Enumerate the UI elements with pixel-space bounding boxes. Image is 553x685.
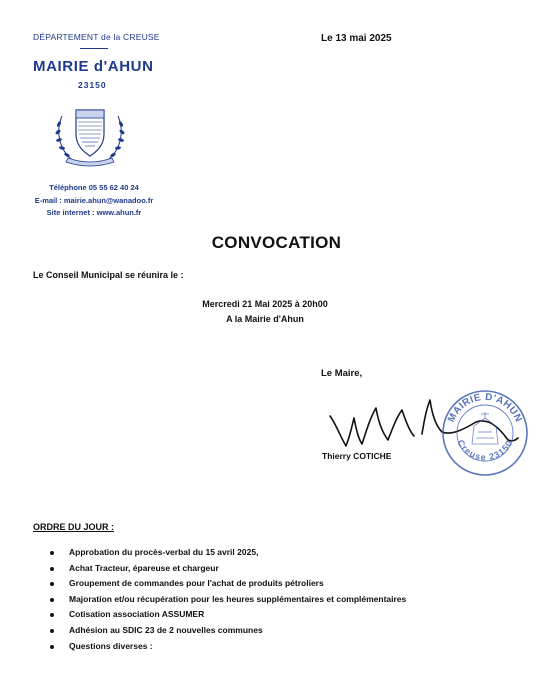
svg-text:Creuse 23150 xyxy=(455,438,514,462)
meeting-details xyxy=(0,297,530,327)
document-title: CONVOCATION xyxy=(211,233,342,252)
signer-role: Le Maire, xyxy=(321,368,363,379)
email-address: E-mail : mairie.ahun@wanadoo.fr xyxy=(34,195,154,205)
agenda-item: Questions diverses : xyxy=(48,639,406,655)
agenda-list xyxy=(48,545,406,654)
mairie-name: MAIRIE d'AHUN xyxy=(33,58,154,75)
signer-name: Thierry COTICHE xyxy=(322,451,392,461)
letter-date: Le 13 mai 2025 xyxy=(321,33,392,44)
stamp-bottom-text: Creuse 23150 xyxy=(455,437,515,463)
agenda-heading: ORDRE DU JOUR : xyxy=(33,522,115,532)
phone-number: Téléphone 05 55 62 40 24 xyxy=(49,183,139,192)
meeting-datetime: Mercredi 21 Mai 2025 à 20h00 xyxy=(202,299,328,309)
website-address: Site internet : www.ahun.fr xyxy=(46,208,142,217)
coat-of-arms-icon xyxy=(52,104,128,168)
agenda-item: Cotisation association ASSUMER xyxy=(48,607,406,623)
agenda-item: Approbation du procès-verbal du 15 avril 2025, xyxy=(48,545,406,561)
official-stamp xyxy=(440,388,530,478)
header-divider xyxy=(80,48,108,49)
contact-block xyxy=(30,182,158,220)
postal-code: 23150 xyxy=(78,80,107,90)
stamp-top-text: MAIRIE D'AHUN xyxy=(446,391,524,425)
meeting-place: A la Mairie d'Ahun xyxy=(226,314,304,324)
agenda-item: Achat Tracteur, épareuse et chargeur xyxy=(48,561,406,577)
svg-text:MAIRIE D'AHUN xyxy=(446,392,524,424)
department-label: DÉPARTEMENT de la CREUSE xyxy=(33,32,160,42)
intro-text: Le Conseil Municipal se réunira le : xyxy=(33,270,184,280)
agenda-item: Majoration et/ou récupération pour les heures supplémentaires et complémentaires xyxy=(48,592,406,608)
agenda-item: Groupement de commandes pour l'achat de produits pétroliers xyxy=(48,576,406,592)
agenda-item: Adhésion au SDIC 23 de 2 nouvelles communes xyxy=(48,623,406,639)
